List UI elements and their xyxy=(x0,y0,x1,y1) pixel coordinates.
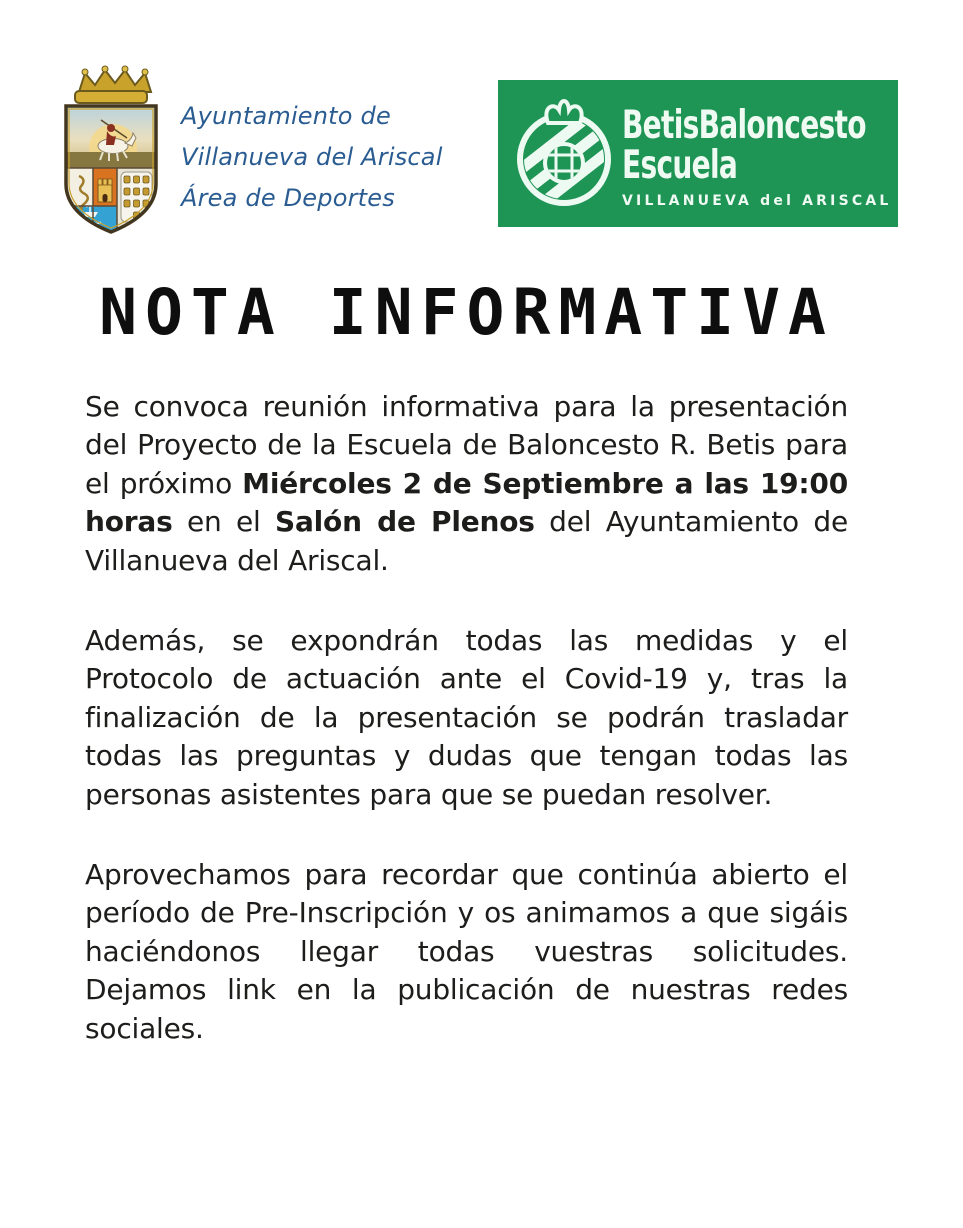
school-location: VILLANUEVA del ARISCAL xyxy=(622,193,892,209)
betis-crest-icon xyxy=(512,91,616,215)
municipality-line-3: Área de Deportes xyxy=(181,184,395,212)
school-name xyxy=(622,103,866,148)
school-name-part1: Betis xyxy=(622,103,699,148)
note-body xyxy=(85,388,848,1090)
school-name-part2: Baloncesto xyxy=(698,103,866,148)
page-title: NOTA INFORMATIVA xyxy=(99,276,834,349)
municipality-line-1: Ayuntamiento de xyxy=(181,102,391,130)
school-banner-text xyxy=(622,103,961,209)
school-subtitle: Escuela xyxy=(622,143,738,188)
paragraph-preinscription: Aprovechamos para recordar que continúa abierto el período de Pre-Inscripción y os animamos a que sigáis haciéndonos llegar todas vuestras solicitudes. Dejamos link en la publicación de nuestras redes sociales. xyxy=(85,858,848,1045)
school-banner xyxy=(498,80,898,227)
municipality-text xyxy=(181,96,443,219)
municipality-line-2: Villanueva del Ariscal xyxy=(181,143,443,171)
municipal-crest-icon xyxy=(55,64,167,240)
paragraph-covid-protocol: Además, se expondrán todas las medidas y el Protocolo de actuación ante el Covid-19 y, tras la finalización de la presentación se podrán trasladar todas las preguntas y dudas que tengan todas las personas asistentes para que se puedan resolver. xyxy=(85,624,848,811)
paragraph-meeting: Se convoca reunión informativa para la presentación del Proyecto de la Escuela de Baloncesto R. Betis para el próximo Miércoles 2 de Septiembre a las 19:00 horas en el Salón de Plenos del Ayuntamiento de Villanueva del Ariscal. xyxy=(85,390,848,577)
